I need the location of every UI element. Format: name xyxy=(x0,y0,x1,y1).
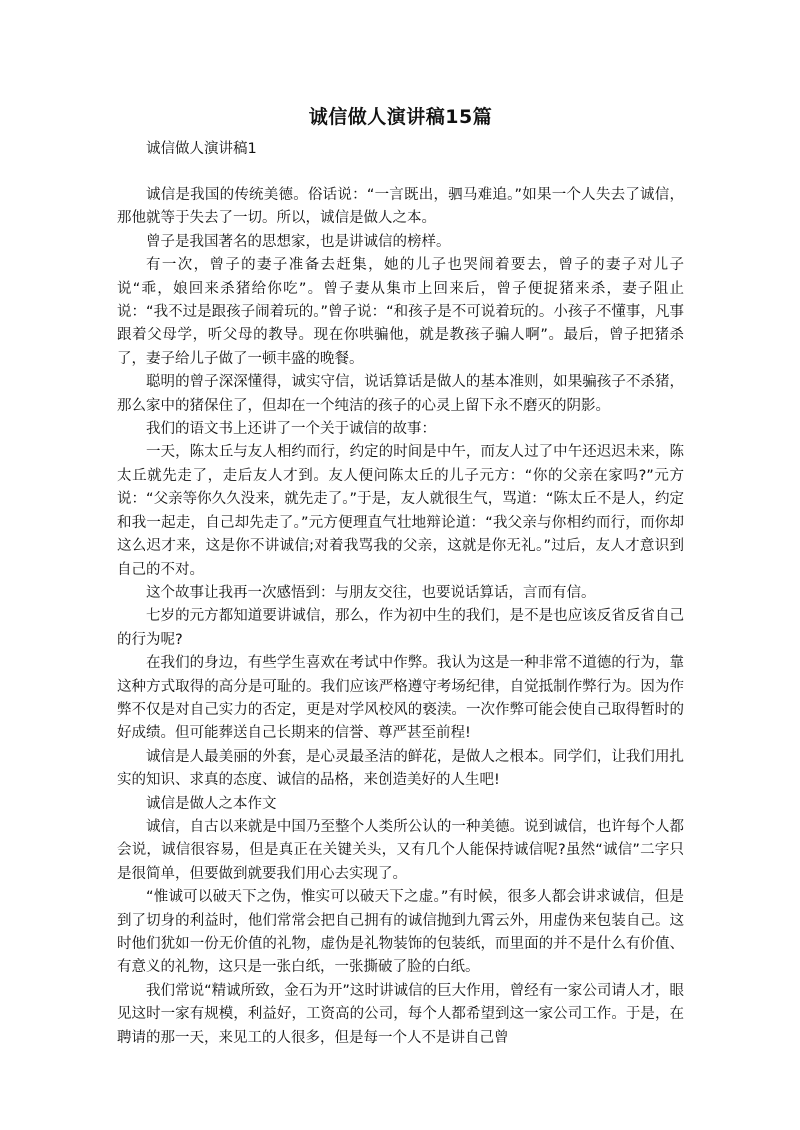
paragraph: 诚信是人最美丽的外套，是心灵最圣洁的鲜花，是做人之根本。同学们，让我们用扎实的知识、求真的态度、诚信的品格，来创造美好的人生吧! xyxy=(117,748,684,789)
paragraph: 诚信，自古以来就是中国乃至整个人类所公认的一种美德。说到诚信，也许每个人都会说，诚信很容易，但是真正在关键关头，又有几个人能保持诚信呢?虽然“诚信”二字只是很简单，但要做到就要我们用心去实现了。 xyxy=(117,818,684,882)
paragraph: 我们常说“精诚所致，金石为开”这时讲诚信的巨大作用，曾经有一家公司请人才，眼见这时一家有规模，利益好，工资高的公司，每个人都希望到这一家公司工作。于是，在聘请的那一天，来见工的人很多，但是每一个人不是讲自己曾 xyxy=(117,982,684,1046)
paragraph: “惟诚可以破天下之伪，惟实可以破天下之虚。”有时候，很多人都会讲求诚信，但是到了切身的利益时，他们常常会把自己拥有的诚信抛到九霄云外，用虚伪来包装自己。这时他们犹如一份无价值的礼物，虚伪是礼物装饰的包装纸，而里面的并不是什么有价值、有意义的礼物，这只是一张白纸，一张撕破了脸的白纸。 xyxy=(117,889,684,976)
paragraph: 聪明的曾子深深懂得，诚实守信，说话算话是做人的基本准则，如果骗孩子不杀猪，那么家中的猪保住了，但却在一个纯洁的孩子的心灵上留下永不磨灭的阴影。 xyxy=(117,374,684,414)
document-body xyxy=(117,184,684,1050)
section-heading: 诚信做人演讲稿1 xyxy=(146,141,257,157)
paragraph: 我们的语文书上还讲了一个关于诚信的故事： xyxy=(146,421,436,438)
paragraph: 有一次，曾子的妻子准备去赶集，她的儿子也哭闹着要去，曾子的妻子对儿子说“乖，娘回来杀猪给你吃”。曾子妻从集市上回来后，曾子便捉猪来杀，妻子阻止说：“我不过是跟孩子闹着玩的。”曾子说：“和孩子是不可说着玩的。小孩子不懂事，凡事跟着父母学，听父母的教导。现在你哄骗他，就是教孩子骗人啊”。最后，曾子把猪杀了，妻子给儿子做了一顿丰盛的晚餐。 xyxy=(117,257,684,367)
paragraph: 这个故事让我再一次感悟到：与朋友交往，也要说话算话，言而有信。 xyxy=(146,584,596,601)
paragraph: 曾子是我国著名的思想家，也是讲诚信的榜样。 xyxy=(146,233,451,250)
paragraph: 诚信是我国的传统美德。俗话说：“一言既出，驷马难追。”如果一个人失去了诚信，那他就等于失去了一切。所以，诚信是做人之本。 xyxy=(117,187,684,227)
paragraph: 一天，陈太丘与友人相约而行，约定的时间是中午，而友人过了中午还迟迟未来，陈太丘就先走了，走后友人才到。友人便问陈太丘的儿子元方：“你的父亲在家吗?”元方说：“父亲等你久久没来，就先走了。”于是，友人就很生气，骂道：“陈太丘不是人，约定和我一起走，自己却先走了。”元方便理直气壮地辩论道：“我父亲与你相约而行，而你却这么迟才来，这是你不讲诚信;对着我骂我的父亲，这就是你无礼。”过后，友人才意识到自己的不对。 xyxy=(117,444,684,578)
document-title: 诚信做人演讲稿15篇 xyxy=(308,106,493,128)
paragraph: 在我们的身边，有些学生喜欢在考试中作弊。我认为这是一种非常不道德的行为，靠这种方式取得的高分是可耻的。我们应该严格遵守考场纪律，自觉抵制作弊行为。因为作弊不仅是对自己实力的否定，更是对学风校风的亵渎。一次作弊可能会使自己取得暂时的好成绩。但可能葬送自己长期来的信誉、尊严甚至前程! xyxy=(117,655,684,742)
paragraph: 七岁的元方都知道要讲诚信，那么，作为初中生的我们，是不是也应该反省反省自己的行为呢? xyxy=(117,608,684,648)
paragraph-heading: 诚信是做人之本作文 xyxy=(146,795,277,812)
